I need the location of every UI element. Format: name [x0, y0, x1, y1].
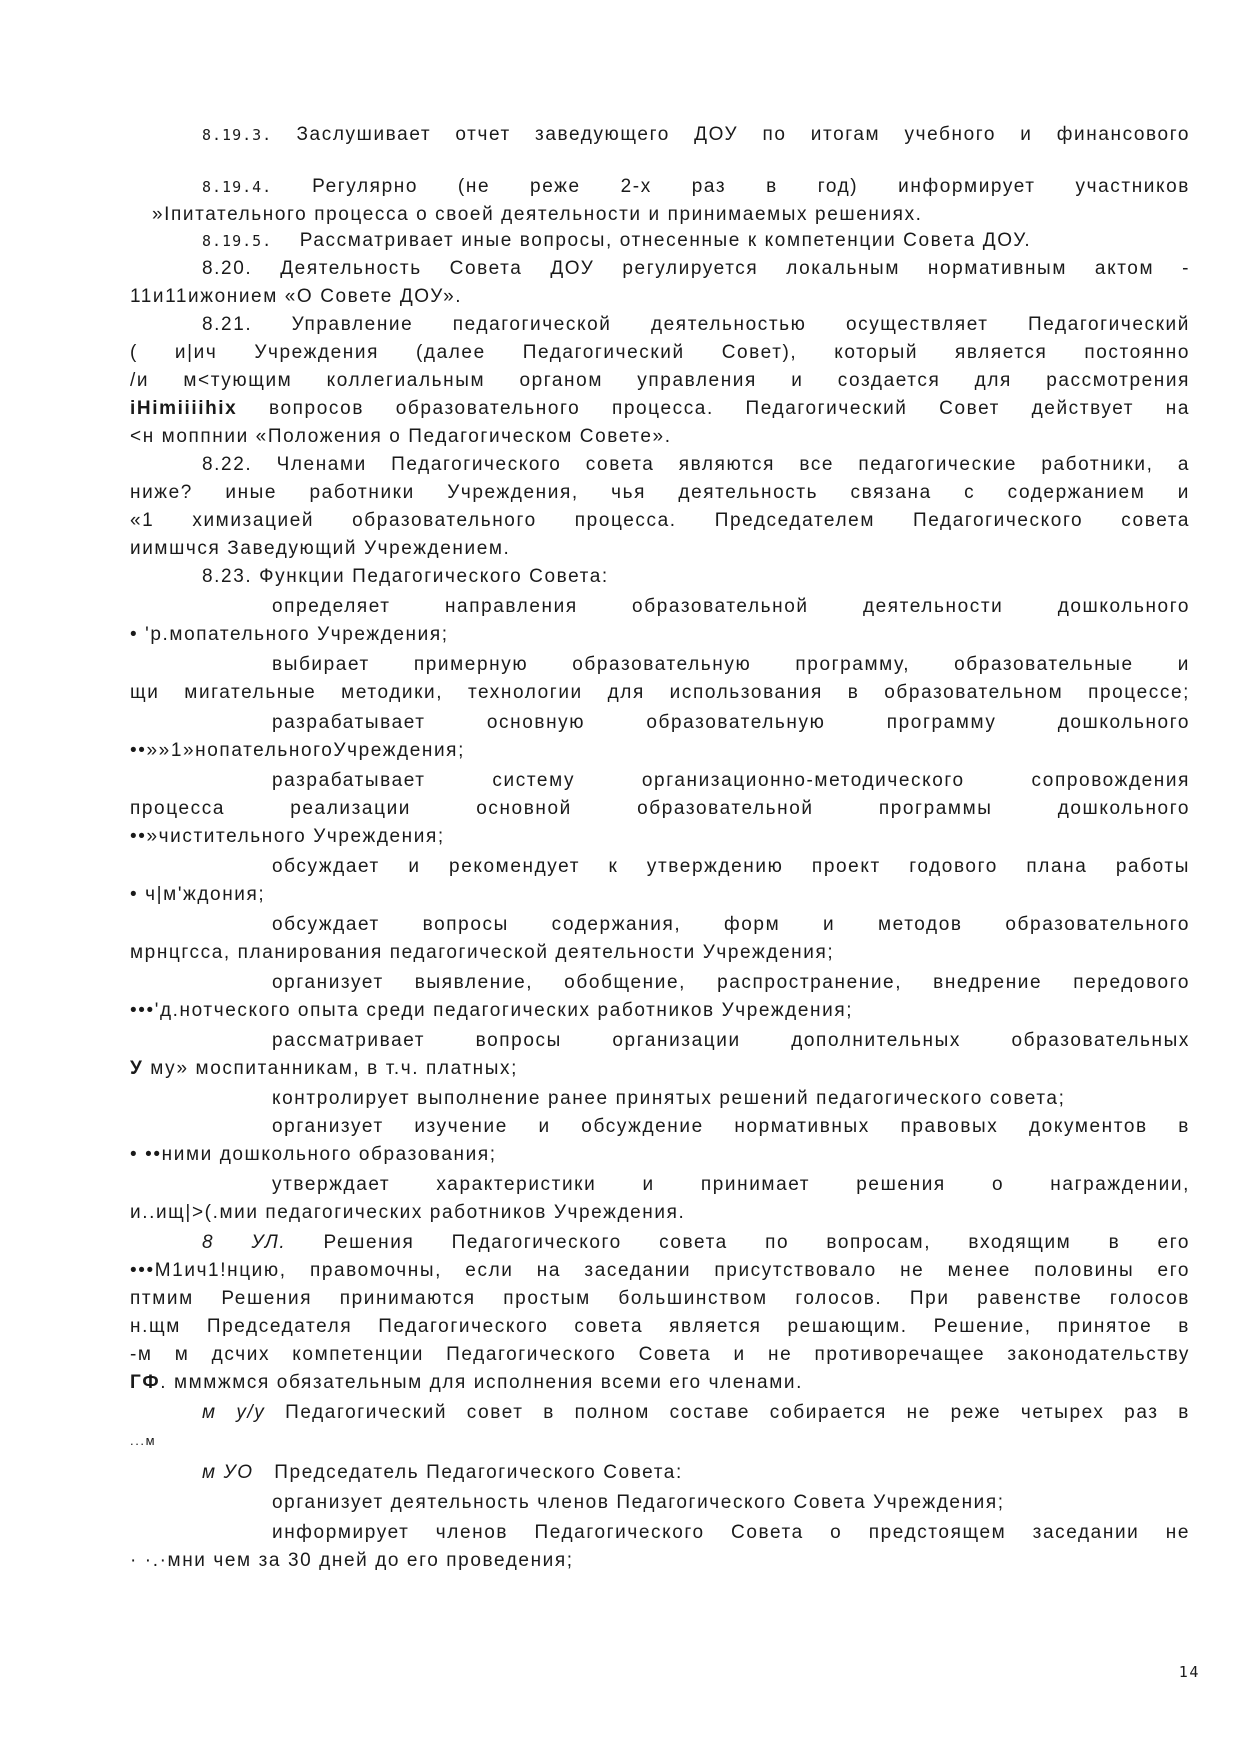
- list-item: разрабатывает систему организационно-методического сопровождения: [272, 770, 1190, 791]
- text-fragment: вопросов образовательного процесса. Педагогический Совет действует на: [237, 398, 1190, 419]
- list-item: организует выявление, обобщение, распространение, внедрение передового: [272, 972, 1190, 993]
- list-item: утверждает характеристики и принимает решения о награждении,: [272, 1174, 1190, 1195]
- text-line: ••»»1»нопательногоУчреждения;: [130, 740, 465, 761]
- text-line: •••М1ич1!нцию, правомочны, если на заседании присутствовало не менее половины его: [130, 1260, 1190, 1281]
- list-item: обсуждает вопросы содержания, форм и методов образовательного: [272, 914, 1190, 935]
- clause-number: м УО: [202, 1462, 254, 1483]
- text-line: иимшчся Заведующий Учреждением.: [130, 538, 511, 559]
- clause-text: Регулярно (не реже 2-х раз в год) информирует участников: [312, 176, 1190, 197]
- clause-8-26: [202, 1458, 1190, 1488]
- list-item: организует деятельность членов Педагогического Совета Учреждения;: [272, 1492, 1005, 1513]
- clause-8-24: [202, 1228, 1190, 1258]
- text-line: ••»чистительного Учреждения;: [130, 826, 445, 847]
- text-line: н.щм Председателя Педагогического совета является решающим. Решение, принятое в: [130, 1316, 1190, 1337]
- clause-text: Председатель Педагогического Совета:: [274, 1462, 683, 1483]
- list-item: разрабатывает основную образовательную программу дошкольного: [272, 712, 1190, 733]
- text-line: · ·.·мни чем за 30 дней до его проведения;: [130, 1550, 574, 1571]
- clause-number: м у/у: [202, 1402, 266, 1423]
- text-line: щи мигательные методики, технологии для использования в образовательном процессе;: [130, 682, 1190, 703]
- text-line: «1 химизацией образовательного процесса. Председателем Педагогического совета: [130, 510, 1190, 531]
- list-item: рассматривает вопросы организации дополнительных образовательных: [272, 1030, 1190, 1051]
- text-line: -м м дсчих компетенции Педагогического Совета и не противоречащее законодательству: [130, 1344, 1190, 1365]
- page-number: 14: [1178, 1663, 1200, 1681]
- text-line: [130, 394, 1190, 424]
- text-line: • ч|м'ждония;: [130, 884, 266, 905]
- bold-fragment: iHimiiiihix: [130, 398, 238, 419]
- bold-fragment: ГФ: [130, 1372, 161, 1393]
- text-line: мрнцгсса, планирования педагогической деятельности Учреждения;: [130, 942, 835, 963]
- list-item: обсуждает и рекомендует к утверждению проект годового плана работы: [272, 856, 1190, 877]
- text-fragment: . мммжмся обязательным для исполнения всеми его членами.: [160, 1372, 803, 1393]
- text-line: /и м<тующим коллегиальным органом управления и создается для рассмотрения: [130, 370, 1190, 391]
- clause-number: 8.19.4.: [202, 178, 273, 196]
- list-item: контролирует выполнение ранее принятых решений педагогического совета;: [272, 1088, 1066, 1109]
- text-line: • 'р.мопательного Учреждения;: [130, 624, 449, 645]
- bold-fragment: У: [130, 1058, 144, 1079]
- clause-text: Решения Педагогического совета по вопросам, входящим в его: [323, 1232, 1190, 1253]
- text-line: [130, 1054, 1190, 1084]
- clause-number: 8.19.5.: [202, 232, 273, 250]
- text-line: процесса реализации основной образовательной программы дошкольного: [130, 798, 1190, 819]
- list-item: выбирает примерную образовательную программу, образовательные и: [272, 654, 1190, 675]
- text-line: птмим Решения принимаются простым большинством голосов. При равенстве голосов: [130, 1288, 1190, 1309]
- text-line: [130, 1368, 1190, 1398]
- clause-number: 8 УЛ.: [202, 1232, 287, 1253]
- text-fragment: му» моспитанникам, в т.ч. платных;: [143, 1058, 518, 1079]
- clause-8-25: [202, 1398, 1190, 1428]
- list-item: организует изучение и обсуждение нормативных правовых документов в: [272, 1116, 1190, 1137]
- clause-text: Заслушивает отчет заведующего ДОУ по итогам учебного и финансового: [296, 124, 1190, 145]
- text-line: •••'д.нотческого опыта среди педагогических работников Учреждения;: [130, 1000, 854, 1021]
- text-line: »Iпитательного процесса о своей деятельности и принимаемых решениях.: [152, 204, 923, 225]
- text-line: ( и|ич Учреждения (далее Педагогический Совет), который является постоянно: [130, 342, 1190, 363]
- list-item: определяет направления образовательной деятельности дошкольного: [272, 596, 1190, 617]
- clause-8-22: 8.22. Членами Педагогического совета являются все педагогические работники, а: [202, 454, 1190, 475]
- text-line: и..ищ|>(.мии педагогических работников Учреждения.: [130, 1202, 686, 1223]
- clause-text: Педагогический совет в полном составе собирается не реже четырех раз в: [285, 1402, 1190, 1423]
- clause-8-19-5: [202, 226, 1190, 256]
- list-item: информирует членов Педагогического Совета о предстоящем заседании не: [272, 1522, 1190, 1543]
- clause-number: 8.19.3.: [202, 126, 273, 144]
- text-line: ниже? иные работники Учреждения, чья деятельность связана с содержанием и: [130, 482, 1190, 503]
- clause-8-20: 8.20. Деятельность Совета ДОУ регулируется локальным нормативным актом -: [202, 258, 1190, 279]
- clause-8-19-3: [202, 120, 1190, 150]
- text-line: 11и11ижонием «О Совете ДОУ».: [130, 286, 463, 307]
- text-line: <н моппнии «Положения о Педагогическом Совете».: [130, 426, 672, 447]
- text-line: ...м: [130, 1433, 157, 1448]
- clause-8-23: 8.23. Функции Педагогического Совета:: [202, 566, 609, 587]
- clause-text: Рассматривает иные вопросы, отнесенные к компетенции Совета ДОУ.: [299, 230, 1032, 251]
- text-line: • ••ними дошкольного образования;: [130, 1144, 497, 1165]
- clause-8-19-4: [202, 172, 1190, 202]
- clause-8-21: 8.21. Управление педагогической деятельностью осуществляет Педагогический: [202, 314, 1190, 335]
